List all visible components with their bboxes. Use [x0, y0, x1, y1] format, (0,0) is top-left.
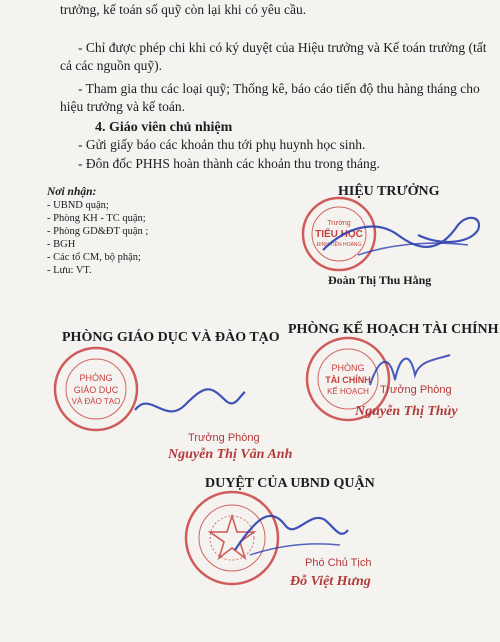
principal-signature	[318, 205, 488, 265]
stamp-text: KẾ HOẠCH	[327, 387, 369, 396]
district-role: Phó Chủ Tịch	[305, 557, 372, 569]
finance-office-title: PHÒNG KẾ HOẠCH TÀI CHÍNH	[288, 322, 499, 337]
recipient-item: - BGH	[47, 239, 76, 250]
education-office-title: PHÒNG GIÁO DỤC VÀ ĐÀO TẠO	[62, 330, 280, 345]
body-line-1: trưởng, kế toán số quỹ còn lại khi có yêu cầu.	[60, 2, 307, 17]
recipient-item: - Phòng GD&ĐT quận ;	[47, 226, 149, 237]
stamp-text: Trường	[327, 220, 351, 227]
recipient-item: - Các tổ CM, bộ phận;	[47, 252, 141, 263]
stamp-text: TÀI CHÍNH	[325, 375, 371, 385]
body-line-5: hiệu trưởng và kế toán.	[60, 99, 186, 114]
stamp-text: TIỂU HỌC	[315, 229, 363, 240]
recipients-title: Nơi nhận:	[47, 186, 97, 198]
recipient-item: - Lưu: VT.	[47, 265, 92, 276]
recipient-item: - UBND quận;	[47, 200, 109, 211]
district-title: DUYỆT CỦA UBND QUẬN	[205, 476, 375, 491]
principal-title: HIỆU TRƯỞNG	[338, 184, 440, 199]
district-signature	[230, 500, 350, 560]
education-office-name: Nguyễn Thị Vân Anh	[168, 447, 293, 462]
education-office-signature	[130, 380, 250, 430]
principal-name: Đoàn Thị Thu Hằng	[328, 273, 432, 287]
section4-line-1: - Gửi giấy báo các khoản thu tới phụ huynh học sinh.	[78, 137, 366, 152]
district-name: Đỗ Việt Hưng	[290, 574, 371, 589]
stamp-text: VÀ ĐÀO TẠO	[71, 397, 121, 406]
stamp-text: ĐINH TIÊN HOÀNG	[316, 242, 362, 248]
stamp-text: GIÁO DỤC	[73, 385, 119, 395]
finance-office-role: Trưởng Phòng	[380, 384, 452, 396]
section4-line-2: - Đôn đốc PHHS hoàn thành các khoản thu trong tháng.	[78, 156, 380, 171]
finance-office-name: Nguyễn Thị Thủy	[355, 404, 458, 419]
recipient-item: - Phòng KH - TC quận;	[47, 213, 146, 224]
body-line-4: - Tham gia thu các loại quỹ; Thống kê, báo cáo tiến độ thu hàng tháng cho	[78, 81, 480, 96]
body-line-3: cả các nguồn quỹ).	[60, 58, 162, 73]
body-line-2: - Chỉ được phép chi khi có ký duyệt của Hiệu trưởng và Kế toán trưởng (tất	[78, 40, 487, 55]
stamp-text: PHÒNG	[331, 363, 365, 373]
section4-heading: 4. Giáo viên chủ nhiệm	[95, 120, 233, 135]
stamp-text: PHÒNG	[79, 373, 113, 383]
education-office-stamp	[52, 345, 140, 433]
education-office-role: Trưởng Phòng	[188, 432, 260, 444]
